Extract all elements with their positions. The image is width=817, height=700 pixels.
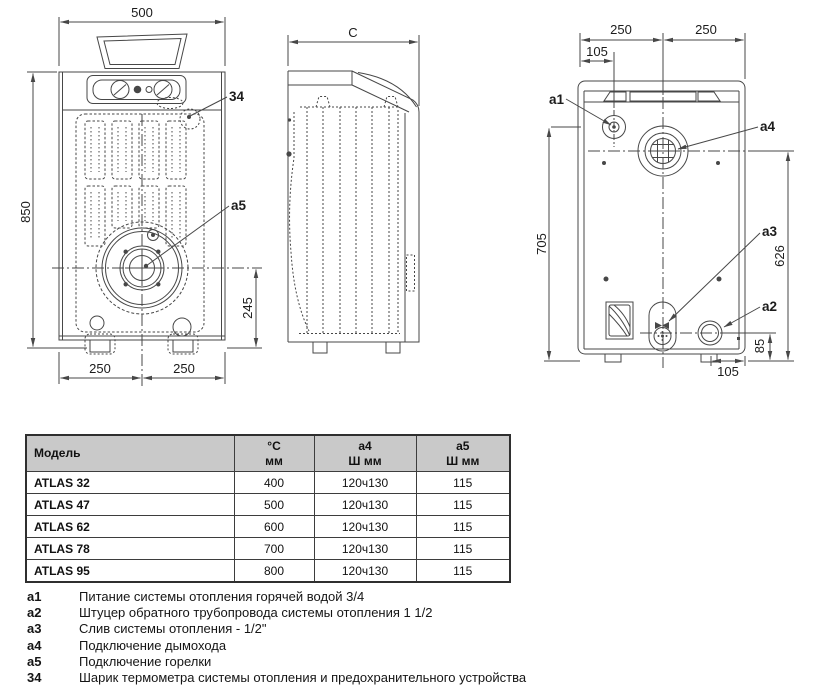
back-view [534,22,794,379]
thermometer-bulb [157,97,227,129]
cell-c: 600 [234,516,314,538]
column-header-model: Модель [26,435,234,472]
control-panel [87,76,186,104]
column-header-c: °C мм [234,435,314,472]
corner-opening-right [173,318,191,336]
label-34: 34 [229,89,245,104]
dim-back-offset-bottom: 105 [717,364,739,379]
table-row [26,538,510,560]
dim-back-offset-top: 105 [586,44,608,59]
legend-key: a4 [27,637,42,653]
cell-a4: 120ч130 [314,538,416,560]
flow-connection-a1 [566,99,626,147]
dim-back-height-right: 626 [772,245,787,267]
legend-key: a1 [27,589,42,604]
cell-a4: 120ч130 [314,472,416,494]
side-view [286,25,419,353]
cell-a4: 120ч130 [314,516,416,538]
cell-a4: 120ч130 [314,494,416,516]
legend-item-a4 [27,638,526,654]
cell-model: ATLAS 32 [26,472,234,494]
cell-model: ATLAS 95 [26,560,234,583]
legend-text: Штуцер обратного трубопровода системы отопления 1 1/2 [79,605,433,621]
dim-front-width: 500 [131,5,153,20]
column-header-a4: a4 Ш мм [314,435,416,472]
heat-exchanger-fins [76,114,204,332]
legend-key: a2 [27,605,42,621]
cell-a5: 115 [416,516,510,538]
dim-back-height-left: 705 [534,233,549,255]
legend-text: Подключение горелки [79,653,212,669]
legend-item-a1 [27,589,526,605]
cell-model: ATLAS 47 [26,494,234,516]
legend-item-a2 [27,605,526,621]
dim-burner-axis: 245 [240,297,255,319]
legend-text: Слив системы отопления - 1/2" [79,621,267,637]
inspection-hatch [606,302,633,339]
label-a2: a2 [762,299,778,314]
legend-key: 34 [27,670,42,686]
cell-a5: 115 [416,560,510,583]
cell-a5: 115 [416,472,510,494]
label-a1: a1 [549,92,565,107]
internal-sections [290,97,400,334]
cell-c: 400 [234,472,314,494]
dim-front-bottom-right: 250 [173,361,195,376]
cell-a4: 120ч130 [314,560,416,583]
cell-a5: 115 [416,538,510,560]
indicator-ring [146,87,152,93]
front-view [18,5,262,387]
legend-key: a5 [27,653,42,669]
table-row [26,560,510,583]
fin-texture [91,127,180,239]
dim-back-top-right: 250 [695,22,717,37]
column-header-a5: a5 Ш мм [416,435,510,472]
table-row [26,494,510,516]
legend-key: a3 [27,621,42,637]
return-connection-a2 [698,307,760,345]
foot-back-left [605,354,621,362]
dim-front-bottom-left: 250 [89,361,111,376]
legend-text: Питание системы отопления горячей водой 3/4 [79,589,365,604]
label-a3: a3 [762,224,778,239]
legend-item-a3 [27,621,526,637]
cell-model: ATLAS 62 [26,516,234,538]
table-row [26,472,510,494]
corner-opening-left [90,316,104,330]
dim-back-top-left: 250 [610,22,632,37]
legend-text: Шарик термометра системы отопления и предохранительного устройства [79,670,527,686]
table-header-row [26,435,510,472]
label-a4: a4 [760,119,776,134]
cell-model: ATLAS 78 [26,538,234,560]
cell-c: 700 [234,538,314,560]
cell-c: 500 [234,494,314,516]
feet-side [313,342,400,353]
spec-table [25,434,511,583]
legend-item-a5 [27,654,526,670]
dim-front-height: 850 [18,201,33,223]
cell-c: 800 [234,560,314,583]
dim-side-depth: C [348,25,358,40]
legend-item-34 [27,670,526,686]
indicator-dot [134,86,142,94]
legend-text: Подключение дымохода [79,637,227,653]
boiler-lid [97,34,187,69]
label-a5: a5 [231,198,247,213]
table-row [26,516,510,538]
boiler-body-side [286,71,419,342]
connections-legend [27,589,526,686]
dim-back-offset-85: 85 [752,338,767,354]
cell-a5: 115 [416,494,510,516]
